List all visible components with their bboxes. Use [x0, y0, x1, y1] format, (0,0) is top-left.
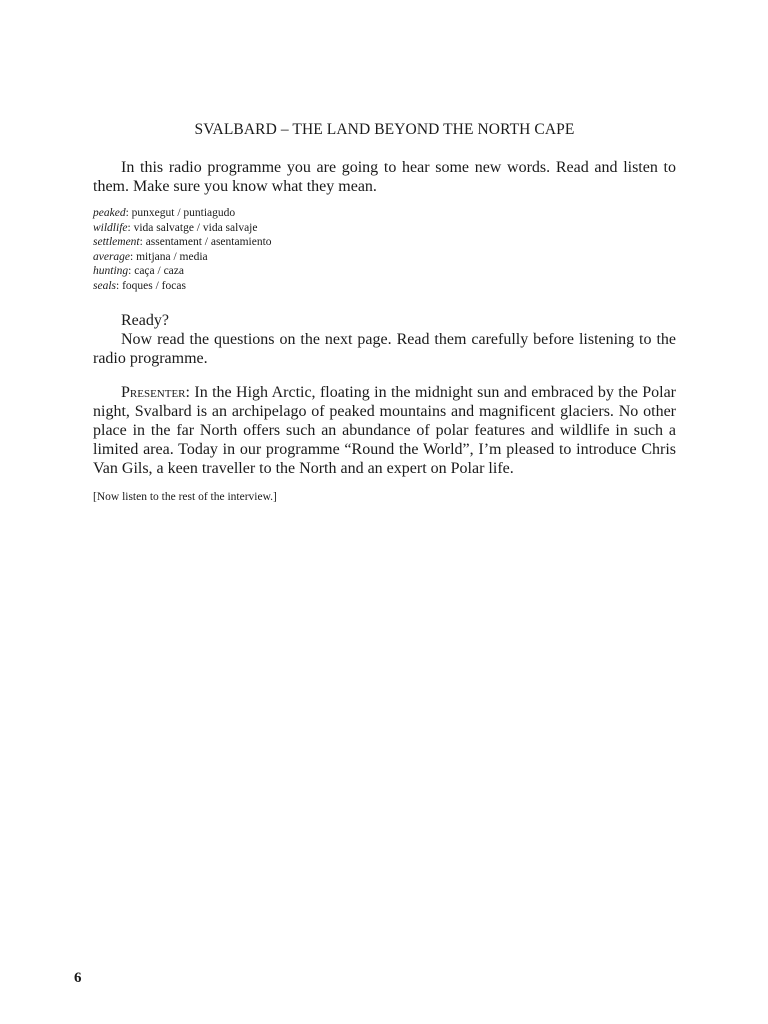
ready-block [93, 311, 676, 368]
instructions-paragraph: Now read the questions on the next page. Read them carefully before listening to the radio programme. [93, 330, 676, 367]
glossary-translation: : mitjana / media [130, 250, 208, 263]
glossary-translation: : caça / caza [128, 265, 184, 278]
glossary-item [93, 206, 676, 221]
glossary-translation: : foques / focas [116, 279, 186, 292]
page-title: SVALBARD – THE LAND BEYOND THE NORTH CAPE [194, 121, 575, 138]
glossary-term: wildlife [93, 221, 128, 234]
presenter-paragraph [93, 383, 676, 478]
ready-text: Ready? [121, 311, 169, 329]
glossary-term: hunting [93, 265, 129, 278]
glossary-item [93, 279, 676, 294]
glossary-term: seals [93, 279, 116, 292]
presenter-label: Presenter [121, 383, 186, 401]
glossary-item [93, 235, 676, 250]
glossary-translation: : assentament / asentamiento [139, 236, 272, 249]
intro-paragraph: In this radio programme you are going to hear some new words. Read and listen to them. Make sure you know what they mean. [93, 159, 676, 195]
glossary-item [93, 264, 676, 279]
glossary-item [93, 221, 676, 236]
glossary-item [93, 250, 676, 265]
glossary-term: settlement [93, 236, 140, 249]
glossary-translation: : vida salvatge / vida salvaje [127, 221, 258, 234]
glossary-term: average [93, 250, 131, 263]
document-page [93, 120, 676, 504]
page-number: 6 [74, 970, 82, 986]
glossary-list [93, 206, 676, 294]
glossary-term: peaked [93, 207, 126, 219]
glossary-translation: : punxegut / puntiagudo [125, 207, 236, 219]
presenter-text: : In the High Arctic, floating in the midnight sun and embraced by the Polar night, Svalbard is an archipelago of peaked mountains and magnificent glaciers. No other place in the far North offers such an abundance of polar features and wildlife in such a limited area. Today in our programme “Round the World”, I’m pleased to introduce Chris Van Gils, a keen traveller to the North and an expert on Polar life. [93, 383, 676, 477]
interview-note: [Now listen to the rest of the interview.] [93, 490, 277, 503]
